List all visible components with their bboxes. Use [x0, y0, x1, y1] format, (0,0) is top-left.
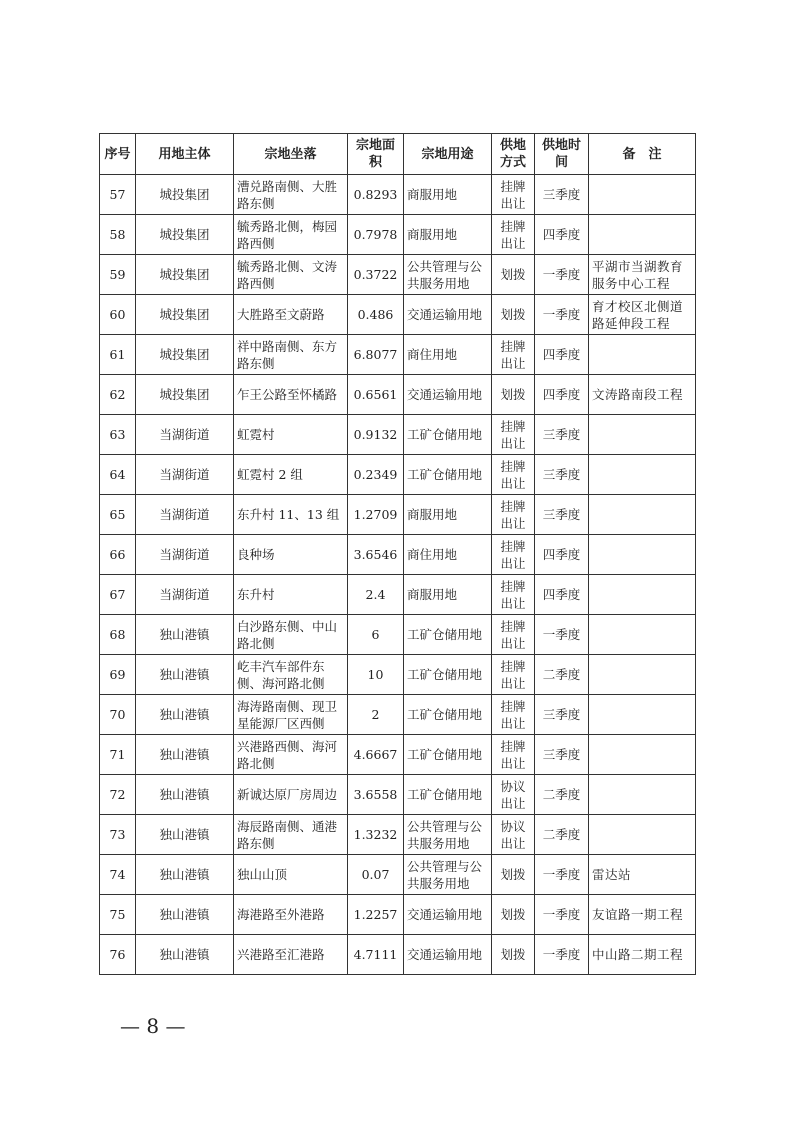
cell-no: 68 [100, 615, 136, 655]
cell-owner: 独山港镇 [136, 855, 234, 895]
cell-area: 0.9132 [348, 415, 404, 455]
cell-time: 二季度 [535, 655, 589, 695]
cell-use: 工矿仓储用地 [404, 695, 492, 735]
cell-no: 69 [100, 655, 136, 695]
cell-no: 76 [100, 935, 136, 975]
table-row [100, 455, 696, 495]
header-owner: 用地主体 [136, 134, 234, 175]
cell-use: 交通运输用地 [404, 375, 492, 415]
cell-method: 挂牌出让 [492, 695, 535, 735]
cell-no: 67 [100, 575, 136, 615]
table-row [100, 255, 696, 295]
header-method: 供地方式 [492, 134, 535, 175]
cell-method: 挂牌出让 [492, 175, 535, 215]
cell-no: 62 [100, 375, 136, 415]
table-row [100, 535, 696, 575]
cell-owner: 独山港镇 [136, 935, 234, 975]
cell-owner: 当湖街道 [136, 535, 234, 575]
cell-area: 0.2349 [348, 455, 404, 495]
table-row [100, 415, 696, 455]
cell-note [589, 495, 696, 535]
cell-use: 交通运输用地 [404, 895, 492, 935]
cell-location: 良种场 [234, 535, 348, 575]
cell-time: 三季度 [535, 495, 589, 535]
cell-method: 协议出让 [492, 815, 535, 855]
cell-use: 工矿仓储用地 [404, 655, 492, 695]
cell-time: 一季度 [535, 895, 589, 935]
cell-method: 划拨 [492, 295, 535, 335]
cell-owner: 当湖街道 [136, 575, 234, 615]
cell-location: 东升村 11、13 组 [234, 495, 348, 535]
cell-time: 四季度 [535, 535, 589, 575]
cell-no: 71 [100, 735, 136, 775]
cell-location: 大胜路至文蔚路 [234, 295, 348, 335]
cell-no: 59 [100, 255, 136, 295]
cell-location: 漕兑路南侧、大胜路东侧 [234, 175, 348, 215]
table-row [100, 575, 696, 615]
cell-time: 一季度 [535, 295, 589, 335]
cell-owner: 城投集团 [136, 375, 234, 415]
cell-location: 海辰路南侧、通港路东侧 [234, 815, 348, 855]
cell-time: 二季度 [535, 815, 589, 855]
cell-note [589, 615, 696, 655]
cell-owner: 当湖街道 [136, 495, 234, 535]
cell-use: 交通运输用地 [404, 935, 492, 975]
cell-method: 划拨 [492, 895, 535, 935]
cell-use: 商服用地 [404, 575, 492, 615]
cell-owner: 城投集团 [136, 255, 234, 295]
cell-area: 0.6561 [348, 375, 404, 415]
cell-method: 协议出让 [492, 775, 535, 815]
cell-location: 兴港路至汇港路 [234, 935, 348, 975]
cell-note [589, 815, 696, 855]
cell-location: 虹霓村 [234, 415, 348, 455]
cell-use: 工矿仓储用地 [404, 415, 492, 455]
cell-owner: 当湖街道 [136, 455, 234, 495]
cell-area: 2 [348, 695, 404, 735]
cell-note [589, 655, 696, 695]
cell-location: 乍王公路至怀橘路 [234, 375, 348, 415]
cell-area: 1.2709 [348, 495, 404, 535]
cell-owner: 独山港镇 [136, 695, 234, 735]
cell-owner: 城投集团 [136, 295, 234, 335]
cell-no: 74 [100, 855, 136, 895]
header-area: 宗地面积 [348, 134, 404, 175]
cell-time: 一季度 [535, 615, 589, 655]
page-number: — 8 — [120, 1014, 186, 1038]
cell-owner: 独山港镇 [136, 775, 234, 815]
cell-note: 平湖市当湖教育服务中心工程 [589, 255, 696, 295]
table-row [100, 895, 696, 935]
cell-note [589, 415, 696, 455]
cell-location: 白沙路东侧、中山路北侧 [234, 615, 348, 655]
cell-use: 商住用地 [404, 335, 492, 375]
cell-owner: 独山港镇 [136, 735, 234, 775]
cell-method: 挂牌出让 [492, 535, 535, 575]
table-header-row [100, 134, 696, 175]
cell-use: 工矿仓储用地 [404, 615, 492, 655]
table-row [100, 215, 696, 255]
header-location: 宗地坐落 [234, 134, 348, 175]
cell-area: 4.7111 [348, 935, 404, 975]
cell-no: 66 [100, 535, 136, 575]
cell-location: 海港路至外港路 [234, 895, 348, 935]
cell-method: 划拨 [492, 855, 535, 895]
cell-no: 70 [100, 695, 136, 735]
cell-method: 挂牌出让 [492, 335, 535, 375]
cell-time: 三季度 [535, 695, 589, 735]
cell-method: 挂牌出让 [492, 735, 535, 775]
cell-area: 6.8077 [348, 335, 404, 375]
cell-time: 一季度 [535, 255, 589, 295]
cell-note: 中山路二期工程 [589, 935, 696, 975]
cell-time: 三季度 [535, 735, 589, 775]
cell-no: 57 [100, 175, 136, 215]
cell-area: 0.3722 [348, 255, 404, 295]
cell-time: 四季度 [535, 575, 589, 615]
cell-location: 虹霓村 2 组 [234, 455, 348, 495]
cell-area: 2.4 [348, 575, 404, 615]
table-row [100, 615, 696, 655]
cell-method: 挂牌出让 [492, 575, 535, 615]
cell-no: 58 [100, 215, 136, 255]
cell-no: 73 [100, 815, 136, 855]
cell-note: 育才校区北侧道路延伸段工程 [589, 295, 696, 335]
header-time: 供地时间 [535, 134, 589, 175]
cell-location: 祥中路南侧、东方路东侧 [234, 335, 348, 375]
cell-area: 0.7978 [348, 215, 404, 255]
cell-method: 划拨 [492, 375, 535, 415]
table-row [100, 695, 696, 735]
cell-owner: 独山港镇 [136, 895, 234, 935]
land-supply-table [99, 133, 696, 975]
cell-use: 工矿仓储用地 [404, 455, 492, 495]
cell-location: 独山山顶 [234, 855, 348, 895]
cell-no: 72 [100, 775, 136, 815]
cell-area: 0.486 [348, 295, 404, 335]
cell-time: 四季度 [535, 215, 589, 255]
cell-method: 挂牌出让 [492, 415, 535, 455]
cell-use: 公共管理与公共服务用地 [404, 255, 492, 295]
cell-location: 东升村 [234, 575, 348, 615]
cell-time: 三季度 [535, 415, 589, 455]
table-row [100, 375, 696, 415]
cell-location: 兴港路西侧、海河路北侧 [234, 735, 348, 775]
header-no: 序号 [100, 134, 136, 175]
cell-no: 75 [100, 895, 136, 935]
cell-method: 挂牌出让 [492, 215, 535, 255]
table-body [100, 175, 696, 975]
cell-location: 毓秀路北侧、文涛路西侧 [234, 255, 348, 295]
table-row [100, 735, 696, 775]
cell-method: 挂牌出让 [492, 495, 535, 535]
cell-owner: 当湖街道 [136, 415, 234, 455]
cell-location: 毓秀路北侧，梅园路西侧 [234, 215, 348, 255]
cell-time: 四季度 [535, 375, 589, 415]
header-note: 备 注 [589, 134, 696, 175]
table-row [100, 855, 696, 895]
cell-use: 工矿仓储用地 [404, 775, 492, 815]
cell-note [589, 775, 696, 815]
cell-no: 64 [100, 455, 136, 495]
cell-area: 3.6558 [348, 775, 404, 815]
cell-area: 3.6546 [348, 535, 404, 575]
cell-use: 商服用地 [404, 215, 492, 255]
cell-note [589, 215, 696, 255]
cell-use: 公共管理与公共服务用地 [404, 815, 492, 855]
cell-time: 二季度 [535, 775, 589, 815]
cell-note [589, 335, 696, 375]
cell-no: 61 [100, 335, 136, 375]
cell-owner: 独山港镇 [136, 615, 234, 655]
cell-no: 60 [100, 295, 136, 335]
cell-owner: 独山港镇 [136, 655, 234, 695]
cell-use: 商住用地 [404, 535, 492, 575]
table-row [100, 775, 696, 815]
table-row [100, 815, 696, 855]
cell-no: 63 [100, 415, 136, 455]
cell-location: 屹丰汽车部件东侧、海河路北侧 [234, 655, 348, 695]
cell-area: 10 [348, 655, 404, 695]
table-row [100, 175, 696, 215]
table-row [100, 295, 696, 335]
cell-method: 挂牌出让 [492, 655, 535, 695]
cell-note [589, 535, 696, 575]
cell-note [589, 175, 696, 215]
cell-owner: 城投集团 [136, 335, 234, 375]
cell-location: 海涛路南侧、现卫星能源厂区西侧 [234, 695, 348, 735]
cell-use: 工矿仓储用地 [404, 735, 492, 775]
cell-area: 1.3232 [348, 815, 404, 855]
table-row [100, 335, 696, 375]
cell-area: 1.2257 [348, 895, 404, 935]
table-row [100, 495, 696, 535]
cell-use: 商服用地 [404, 175, 492, 215]
cell-use: 公共管理与公共服务用地 [404, 855, 492, 895]
cell-use: 交通运输用地 [404, 295, 492, 335]
cell-method: 挂牌出让 [492, 455, 535, 495]
cell-owner: 城投集团 [136, 215, 234, 255]
cell-use: 商服用地 [404, 495, 492, 535]
cell-location: 新诚达原厂房周边 [234, 775, 348, 815]
cell-no: 65 [100, 495, 136, 535]
cell-owner: 城投集团 [136, 175, 234, 215]
cell-area: 0.07 [348, 855, 404, 895]
cell-note [589, 575, 696, 615]
cell-area: 0.8293 [348, 175, 404, 215]
header-use: 宗地用途 [404, 134, 492, 175]
cell-time: 三季度 [535, 175, 589, 215]
cell-note [589, 735, 696, 775]
cell-note [589, 695, 696, 735]
cell-method: 挂牌出让 [492, 615, 535, 655]
cell-time: 三季度 [535, 455, 589, 495]
cell-note: 文涛路南段工程 [589, 375, 696, 415]
table-row [100, 655, 696, 695]
table-row [100, 935, 696, 975]
cell-note: 雷达站 [589, 855, 696, 895]
cell-time: 四季度 [535, 335, 589, 375]
cell-owner: 独山港镇 [136, 815, 234, 855]
cell-note: 友谊路一期工程 [589, 895, 696, 935]
cell-area: 4.6667 [348, 735, 404, 775]
cell-method: 划拨 [492, 935, 535, 975]
cell-method: 划拨 [492, 255, 535, 295]
cell-area: 6 [348, 615, 404, 655]
cell-note [589, 455, 696, 495]
cell-time: 一季度 [535, 855, 589, 895]
cell-time: 一季度 [535, 935, 589, 975]
